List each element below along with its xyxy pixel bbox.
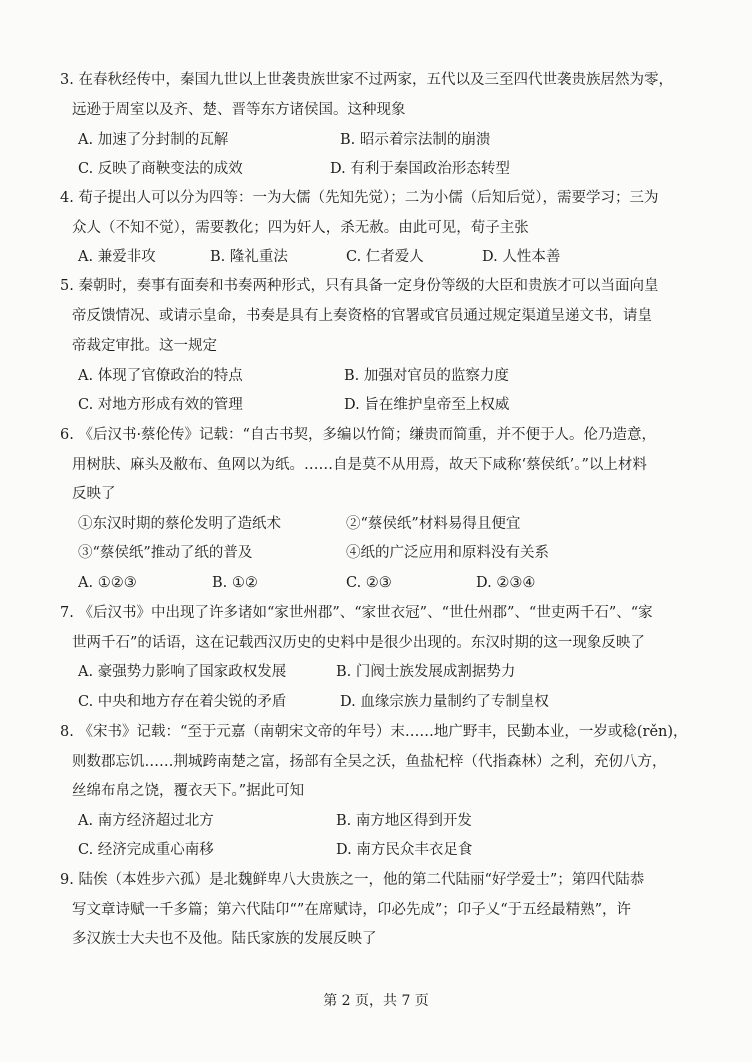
question-5-option-a: A. 体现了官僚政治的特点 [78,368,243,384]
question-9-line-3: 多汉族士大夫也不及他。陆氏家族的发展反映了 [72,931,377,947]
question-3-line-2: 远逊于周室以及齐、楚、晋等东方诸侯国。这种现象 [72,102,406,118]
question-7-option-d: D. 血缘宗族力量制约了专制皇权 [340,694,549,710]
question-5-option-d: D. 旨在维护皇帝至上权威 [344,397,510,413]
question-7-option-a: A. 豪强势力影响了国家政权发展 [78,664,287,680]
question-6-option-b: B. ①② [212,575,258,591]
question-3-line-1: 3. 在春秋经传中，秦国九世以上世袭贵族世家不过两家，五代以及三至四代世袭贵族居然为零， [60,72,673,88]
question-5-option-b: B. 加强对官员的监察力度 [344,368,509,384]
question-6-option-c: C. ②③ [346,575,392,591]
question-3-option-c: C. 反映了商鞅变法的成效 [78,161,243,177]
question-3-option-a: A. 加速了分封制的瓦解 [78,132,229,148]
question-3-option-b: B. 昭示着宗法制的崩溃 [340,132,491,148]
question-4-line-1: 4. 荀子提出人可以分为四等：一为大儒（先知先觉）；二为小儒（后知后觉），需要学习；三为 [60,190,659,206]
question-5-line-3: 帝裁定审批。这一规定 [72,338,217,354]
question-6-line-2: 用树肤、麻头及敝布、鱼网以为纸。……自是莫不从用焉，故天下咸称‘蔡侯纸’。”以上材料 [72,457,647,473]
question-8-option-a: A. 南方经济超过北方 [78,813,214,829]
question-4-option-c: C. 仁者爱人 [346,249,424,265]
question-7-option-b: B. 门阀士族发展成割据势力 [336,664,516,680]
question-7-line-1: 7. 《后汉书》中出现了许多诸如“家世州郡”、“家世衣冠”、“世仕州郡”、“世吏两千石”、“家 [60,605,653,621]
question-4-option-b: B. 隆礼重法 [210,249,288,265]
question-3-option-d: D. 有利于秦国政治形态转型 [330,161,510,177]
question-4-option-a: A. 兼爱非攻 [78,249,156,265]
question-8-option-c: C. 经济完成重心南移 [78,842,214,858]
question-9-line-2: 写文章诗赋一千多篇；第六代陆卬“”在席赋诗，卬必先成”；卬子乂“于五经最精熟”，许 [72,902,632,918]
question-7-option-c: C. 中央和地方存在着尖锐的矛盾 [78,694,287,710]
question-4-line-2: 众人（不知不觉），需要教化；四为奸人，杀无赦。由此可见，荀子主张 [72,220,529,236]
question-6-option-a: A. ①②③ [78,575,137,591]
question-6-statement-1: ①东汉时期的蔡伦发明了造纸术 [78,516,281,532]
question-4-option-d: D. 人性本善 [482,249,561,265]
question-5-line-2: 帝反馈情况、或请示皇命，书奏是具有上奏资格的官署或官员通过规定渠道呈递文书，请皇 [72,308,652,324]
question-8-option-b: B. 南方地区得到开发 [336,813,472,829]
question-8-line-3: 丝绵布帛之饶，覆衣天下。”据此可知 [72,783,305,799]
question-8-line-2: 则数郡忘饥……荆城跨南楚之富，扬部有全吴之沃，鱼盐杞梓（代指森林）之利，充仞八方， [72,754,667,770]
question-6-line-3: 反映了 [72,486,116,502]
question-5-option-c: C. 对地方形成有效的管理 [78,397,243,413]
question-6-statement-4: ④纸的广泛应用和原料没有关系 [346,545,549,561]
question-7-line-2: 世两千石”的话语，这在记载西汉历史的史料中是很少出现的。东汉时期的这一现象反映了 [72,635,645,651]
page-footer: 第 2 页，共 7 页 [323,993,429,1009]
question-9-line-1: 9. 陆俟（本姓步六孤）是北魏鲜卑八大贵族之一，他的第二代陆丽“好学爱士”；第四代陆恭 [60,872,645,888]
question-6-statement-2: ②“蔡侯纸”材料易得且便宜 [346,516,521,532]
question-8-line-1: 8. 《宋书》记载：“至于元嘉（南朝宋文帝的年号）末……地广野丰，民勤本业，一岁或稔(rěn)， [60,724,688,740]
question-6-option-d: D. ②③④ [476,575,536,591]
question-8-option-d: D. 南方民众丰衣足食 [336,842,473,858]
question-6-line-1: 6. 《后汉书·蔡伦传》记载：“自古书契，多编以竹简；缣贵而简重，并不便于人。伦乃造意， [60,427,656,443]
question-5-line-1: 5. 秦朝时，奏事有面奏和书奏两种形式，只有具备一定身份等级的大臣和贵族才可以当面向皇 [60,278,659,294]
question-6-statement-3: ③“蔡侯纸”推动了纸的普及 [78,545,253,561]
